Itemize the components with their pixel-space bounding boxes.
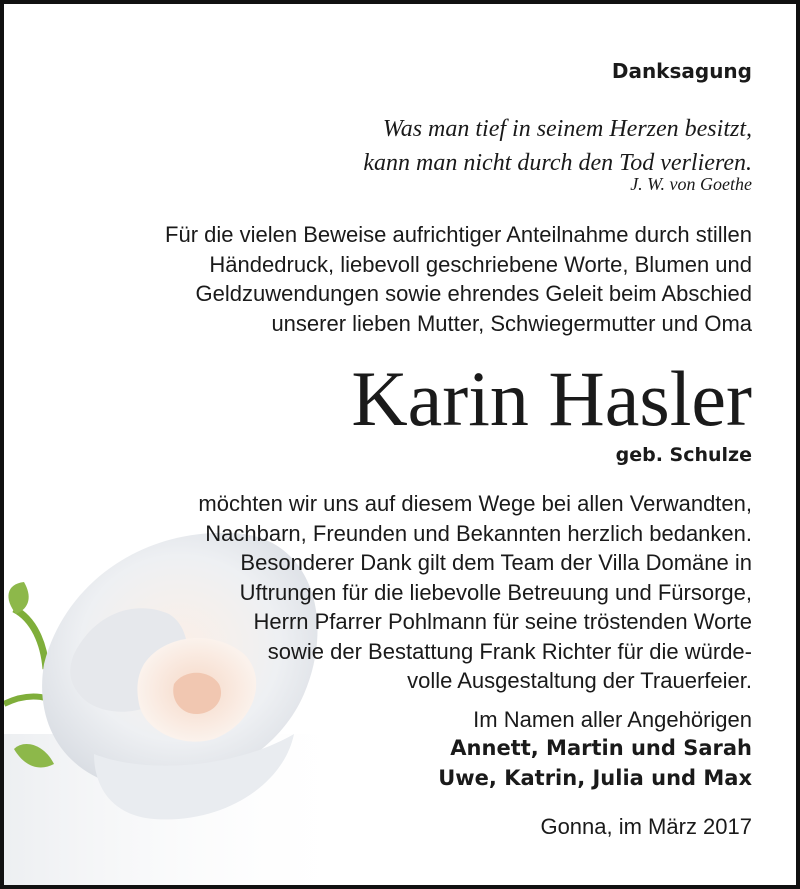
thanks-line: sowie der Bestattung Frank Richter für die würde-	[267, 638, 752, 664]
family-line: Annett, Martin und Sarah	[450, 736, 752, 760]
family-line: Uwe, Katrin, Julia und Max	[438, 765, 752, 790]
heading: Danksagung	[611, 59, 752, 83]
intro-line: unserer lieben Mutter, Schwiegermutter und Oma	[271, 310, 752, 336]
closing-line: Im Namen aller Angehörigen	[473, 707, 752, 732]
quote	[363, 112, 752, 180]
place-date: Gonna, im März 2017	[540, 814, 752, 839]
thanks-line: Besonderer Dank gilt dem Team der Villa Domäne in	[240, 550, 752, 575]
intro-line: Für die vielen Beweise aufrichtiger Anteilnahme durch stillen	[165, 222, 752, 247]
thanks-paragraph	[198, 489, 752, 696]
thanks-line: Nachbarn, Freunden und Bekannten herzlich bedanken.	[205, 520, 752, 546]
deceased-name: Karin Hasler	[351, 355, 752, 442]
intro-line: Geldzuwendungen sowie ehrendes Geleit beim Abschied	[195, 281, 752, 306]
thanks-line: möchten wir uns auf diesem Wege bei allen Verwandten,	[198, 491, 752, 516]
quote-line: kann man nicht durch den Tod verlieren.	[363, 150, 752, 176]
intro-paragraph	[165, 220, 752, 338]
thanks-line: Uftrungen für die liebevolle Betreuung und Fürsorge,	[239, 579, 752, 605]
family-names	[438, 734, 752, 793]
quote-line: Was man tief in seinem Herzen besitzt,	[382, 116, 752, 142]
thanks-line: Herrn Pfarrer Pohlmann für seine tröstenden Worte	[253, 609, 752, 634]
quote-author: J. W. von Goethe	[630, 174, 752, 194]
intro-line: Händedruck, liebevoll geschriebene Worte, Blumen und	[209, 251, 752, 277]
birth-name: geb. Schulze	[615, 444, 752, 466]
thanks-line: volle Ausgestaltung der Trauerfeier.	[407, 668, 752, 693]
